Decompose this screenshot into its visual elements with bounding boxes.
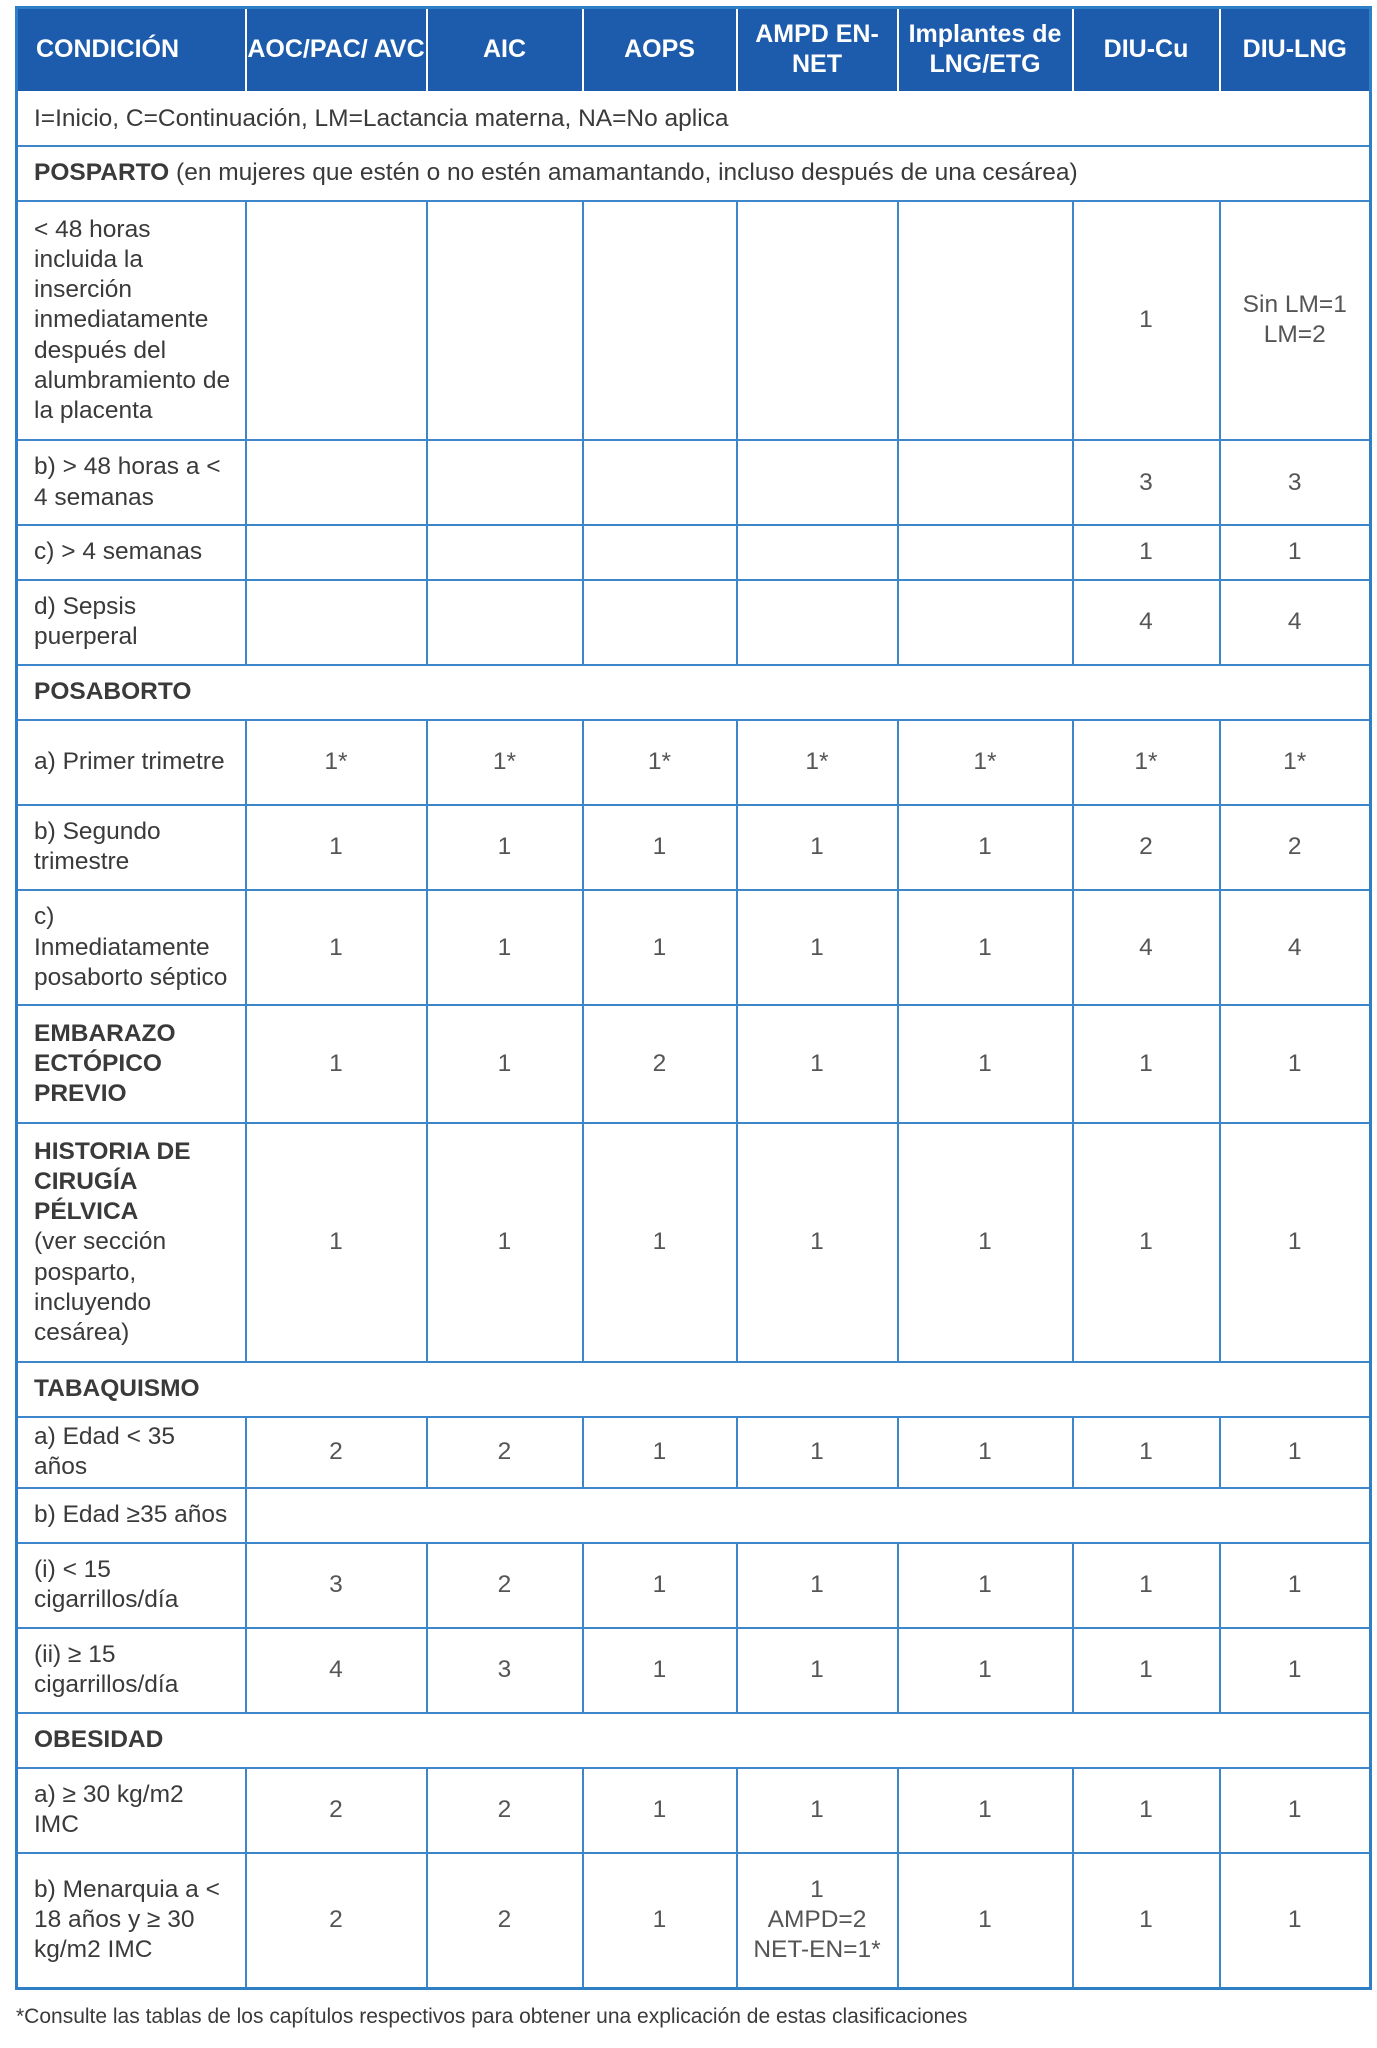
table-cell: [246, 525, 427, 580]
table-cell: 1: [1220, 1417, 1371, 1488]
table-row: [17, 1768, 1371, 1853]
condition-label: [17, 1123, 246, 1362]
table-cell: 1: [898, 805, 1073, 890]
condition-label: a) Edad < 35 años: [17, 1417, 246, 1488]
table-cell: 1: [1220, 1005, 1371, 1123]
table-cell: 1: [1073, 201, 1220, 440]
table-row: [17, 440, 1371, 525]
legend-text: I=Inicio, C=Continuación, LM=Lactancia materna, NA=No aplica: [17, 92, 1371, 147]
table-cell: 1: [737, 1768, 898, 1853]
row-cirugia-pelvica: [17, 1123, 1371, 1362]
table-cell: 1*: [737, 720, 898, 805]
header-diu-lng: DIU-LNG: [1220, 8, 1371, 92]
table-cell: 1: [1220, 1628, 1371, 1713]
condition-label: EMBARAZO ECTÓPICO PREVIO: [17, 1005, 246, 1123]
table-cell: 1: [1220, 1123, 1371, 1362]
section-title-cell: [17, 1362, 1371, 1417]
table-cell-empty: [246, 1488, 1371, 1543]
table-cell: 1: [1073, 1543, 1220, 1628]
condition-label: a) ≥ 30 kg/m2 IMC: [17, 1768, 246, 1853]
table-cell: 3: [1073, 440, 1220, 525]
table-cell: [737, 440, 898, 525]
table-cell: 1: [898, 1543, 1073, 1628]
table-cell: [427, 525, 583, 580]
table-cell: 2: [246, 1853, 427, 1989]
table-cell: 1: [1073, 1768, 1220, 1853]
table-row: [17, 201, 1371, 440]
table-cell: 1: [737, 1417, 898, 1488]
condition-label: b) Menarquia a < 18 años y ≥ 30 kg/m2 IMC: [17, 1853, 246, 1989]
condition-label: (ii) ≥ 15 cigarrillos/día: [17, 1628, 246, 1713]
table-cell: [737, 525, 898, 580]
table-cell: 1: [898, 1123, 1073, 1362]
table-cell: [898, 580, 1073, 665]
table-cell: 1*: [898, 720, 1073, 805]
header-aops: AOPS: [583, 8, 737, 92]
section-note: (en mujeres que estén o no estén amamantando, incluso después de una cesárea): [169, 159, 1078, 187]
table-cell: 1: [1073, 525, 1220, 580]
table-cell: 2: [246, 1417, 427, 1488]
table-cell: 1: [583, 1628, 737, 1713]
table-cell: 1: [583, 1768, 737, 1853]
table-cell: 2: [427, 1543, 583, 1628]
header-ampd: AMPD EN-NET: [737, 8, 898, 92]
table-row: [17, 1853, 1371, 1989]
table-cell: 1: [737, 1123, 898, 1362]
header-implantes: Implantes de LNG/ETG: [898, 8, 1073, 92]
table-cell: 1: [898, 1628, 1073, 1713]
table-cell: 3: [427, 1628, 583, 1713]
table-cell: 1: [246, 1123, 427, 1362]
table-cell: [898, 201, 1073, 440]
table-cell: 1*: [583, 720, 737, 805]
condition-label: a) Primer trimetre: [17, 720, 246, 805]
table-cell: 3: [246, 1543, 427, 1628]
table-cell: [737, 201, 898, 440]
table-cell: 1: [1220, 1768, 1371, 1853]
table-cell: [898, 525, 1073, 580]
classification-table: [15, 6, 1372, 1990]
table-cell: 1: [583, 890, 737, 1006]
table-cell: [246, 440, 427, 525]
table-row: [17, 1488, 1371, 1543]
table-cell: 4: [1220, 890, 1371, 1006]
table-cell: [583, 440, 737, 525]
table-cell: 1: [583, 1543, 737, 1628]
table-cell: 4: [1073, 580, 1220, 665]
condition-label: b) > 48 horas a < 4 semanas: [17, 440, 246, 525]
table-row: [17, 1543, 1371, 1628]
table-cell: [427, 201, 583, 440]
section-title: POSPARTO: [34, 159, 170, 187]
condition-label: c) > 4 semanas: [17, 525, 246, 580]
table-cell: 1: [1073, 1628, 1220, 1713]
table-cell: [427, 580, 583, 665]
legend-row: [17, 92, 1371, 147]
section-title: OBESIDAD: [34, 1726, 164, 1754]
table-cell: 2: [583, 1005, 737, 1123]
table-cell: 1: [583, 1853, 737, 1989]
table-cell: 1: [583, 1417, 737, 1488]
table-row: [17, 805, 1371, 890]
table-cell: [737, 580, 898, 665]
footnote: *Consulte las tablas de los capítulos respectivos para obtener una explicación de estas clasificaciones: [16, 2005, 968, 2028]
table-cell: 1 AMPD=2 NET-EN=1*: [737, 1853, 898, 1989]
table-cell: 1: [583, 805, 737, 890]
section-tabaquismo: [17, 1362, 1371, 1417]
table-cell: 1: [427, 1005, 583, 1123]
table-row: [17, 1417, 1371, 1488]
table-cell: 2: [427, 1853, 583, 1989]
table-cell: 3: [1220, 440, 1371, 525]
header-aoc: AOC/PAC/ AVC: [246, 8, 427, 92]
table-cell: 2: [1220, 805, 1371, 890]
table-cell: 1: [427, 805, 583, 890]
section-title-cell: [17, 665, 1371, 720]
table-cell: [583, 580, 737, 665]
table-cell: 1: [427, 1123, 583, 1362]
table-cell: [246, 201, 427, 440]
table-cell: 1: [1073, 1853, 1220, 1989]
table-row: [17, 580, 1371, 665]
table-cell: 1*: [427, 720, 583, 805]
table-cell: 1: [737, 1005, 898, 1123]
condition-label: < 48 horas incluida la inserción inmediatamente después del alumbramiento de la placenta: [17, 201, 246, 440]
table-cell: 1: [737, 1543, 898, 1628]
header-condicion: CONDICIÓN: [17, 8, 246, 92]
section-title: TABAQUISMO: [34, 1375, 200, 1403]
table-cell: 1: [898, 1417, 1073, 1488]
table-cell: 2: [246, 1768, 427, 1853]
condition-title: HISTORIA DE CIRUGÍA PÉLVICA: [34, 1138, 191, 1226]
table-row: [17, 525, 1371, 580]
table-row: [17, 720, 1371, 805]
section-title-cell: [17, 146, 1371, 201]
section-title-cell: [17, 1713, 1371, 1768]
table-cell: 1: [246, 805, 427, 890]
table-cell: 4: [1073, 890, 1220, 1006]
condition-label: c) Inmediatamente posaborto séptico: [17, 890, 246, 1006]
table-cell: 1: [1073, 1417, 1220, 1488]
header-row: [17, 8, 1371, 92]
table-cell: 2: [427, 1768, 583, 1853]
table-cell: 1: [898, 890, 1073, 1006]
table-cell: 1: [1220, 1853, 1371, 1989]
condition-label: b) Edad ≥35 años: [17, 1488, 246, 1543]
header-diu-cu: DIU-Cu: [1073, 8, 1220, 92]
section-posparto: [17, 146, 1371, 201]
table-cell: 2: [1073, 805, 1220, 890]
table-cell: 1*: [246, 720, 427, 805]
header-aic: AIC: [427, 8, 583, 92]
table-cell: [583, 525, 737, 580]
table-cell: 1: [427, 890, 583, 1006]
condition-label: d) Sepsis puerperal: [17, 580, 246, 665]
table-cell: 1: [1220, 1543, 1371, 1628]
table-cell: [898, 440, 1073, 525]
table-cell: 1: [737, 890, 898, 1006]
table-cell: 4: [246, 1628, 427, 1713]
table-cell: 1: [1073, 1005, 1220, 1123]
table-cell: Sin LM=1 LM=2: [1220, 201, 1371, 440]
table-cell: 1*: [1073, 720, 1220, 805]
table-cell: 1*: [1220, 720, 1371, 805]
table-cell: [427, 440, 583, 525]
table-row: [17, 1628, 1371, 1713]
table-cell: 1: [246, 890, 427, 1006]
section-posaborto: [17, 665, 1371, 720]
table-cell: 1: [737, 1628, 898, 1713]
table-cell: 4: [1220, 580, 1371, 665]
table-cell: 1: [737, 805, 898, 890]
table-cell: 1: [1220, 525, 1371, 580]
table-cell: 1: [583, 1123, 737, 1362]
condition-label: b) Segundo trimestre: [17, 805, 246, 890]
section-title: POSABORTO: [34, 678, 192, 706]
table-cell: 1: [898, 1768, 1073, 1853]
table-cell: [246, 580, 427, 665]
table-cell: 1: [1073, 1123, 1220, 1362]
table-cell: 1: [898, 1005, 1073, 1123]
condition-label: (i) < 15 cigarrillos/día: [17, 1543, 246, 1628]
row-embarazo-ectopico: [17, 1005, 1371, 1123]
table-cell: 1: [246, 1005, 427, 1123]
table-cell: 1: [898, 1853, 1073, 1989]
table-cell: 2: [427, 1417, 583, 1488]
condition-note: (ver sección posparto, incluyendo cesárea): [34, 1228, 167, 1346]
table-cell: [583, 201, 737, 440]
table-row: [17, 890, 1371, 1006]
section-obesidad: [17, 1713, 1371, 1768]
